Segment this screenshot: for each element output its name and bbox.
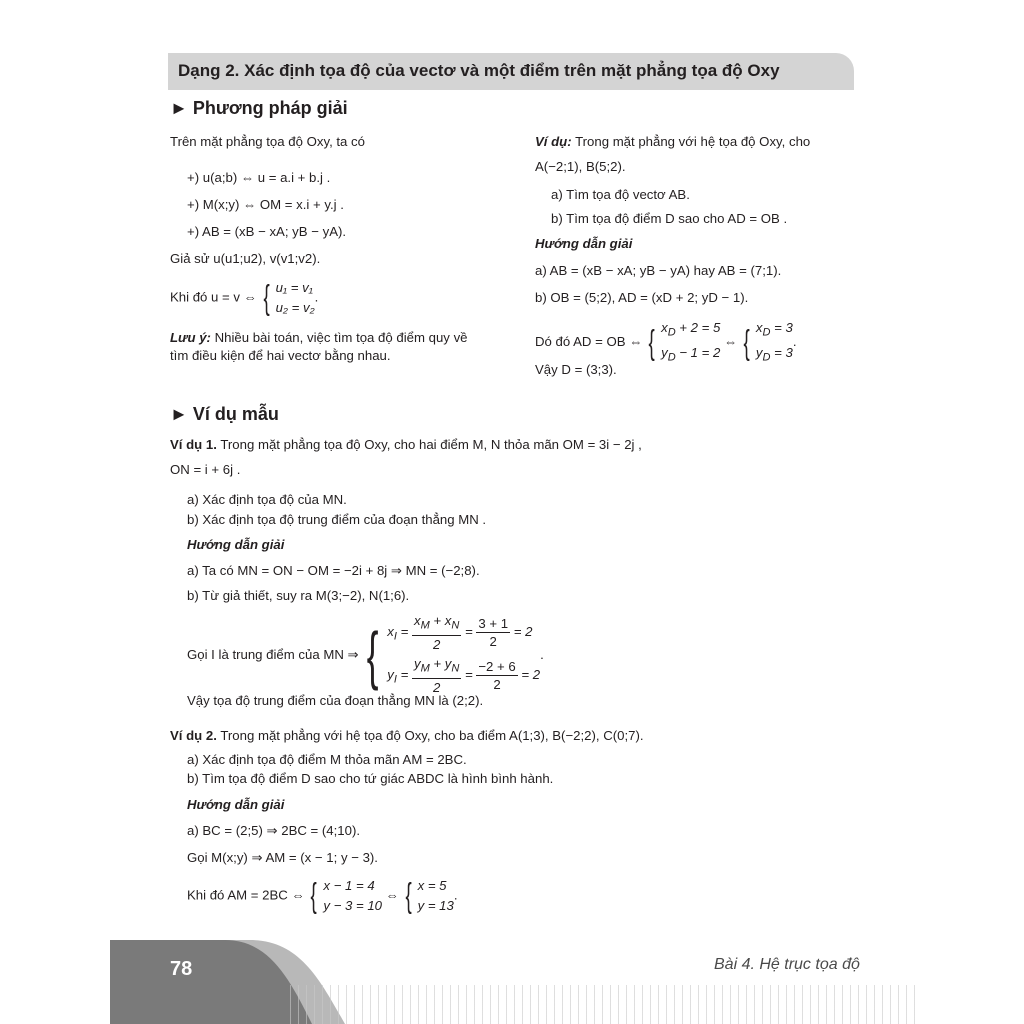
method-line-2: +) M(x;y) ⇔ OM = x.i + y.j .: [187, 197, 344, 212]
page-number: 78: [170, 958, 193, 980]
ex1-question-b: b) Xác định tọa độ trung điểm của đoạn thẳng MN .: [187, 512, 487, 527]
example-side-guide: Hướng dẫn giải: [535, 236, 633, 251]
note-text-1: Nhiều bài toán, việc tìm tọa độ điểm quy về: [214, 330, 468, 345]
equation-system: $x_I$ = $\frac{x_M + x_N}{2}$ = $\frac{3 + 1}{2}$ = 2 $y_I$ = $\frac{y_M + y_N}{2}$ = $\frac{-2 + 6}{2}$ = 2: [387, 613, 541, 696]
footer-title: Bài 4. Hệ trục tọa độ: [714, 956, 860, 973]
brace-icon: {: [310, 877, 318, 915]
ex1-text: Trong mặt phẳng tọa độ Oxy, cho hai điểm M, N thỏa mãn OM = 3i − 2j ,: [220, 437, 642, 452]
ex1-guide: Hướng dẫn giải: [187, 537, 285, 552]
ex1-solution-b: b) Từ giả thiết, suy ra M(3;−2), N(1;6).: [187, 588, 410, 603]
ex2-khi-do: Khi đó AM = 2BC ⇔: [187, 887, 305, 903]
example-side-do-do: Dó đó AD = OB ⇔: [535, 334, 643, 350]
ex2-statement: [170, 728, 644, 744]
method-suppose: Giả sử u(u1;u2), v(v1;v2).: [170, 251, 321, 266]
section-title-text: Phương pháp giải: [192, 98, 348, 118]
equation-system: $x_D + 2 = 5$ $y_D - 1 = 2$: [661, 320, 721, 364]
method-line-1: +) u(a;b) ⇔ u = a.i + b.j .: [187, 170, 331, 185]
note-label: Lưu ý:: [170, 330, 211, 345]
brace-icon: {: [743, 323, 750, 362]
method-when: Khi đó u = v ⇔ { u₁ = v₁ u₂ = v₂.: [170, 279, 319, 317]
ex2-guide: Hướng dẫn giải: [187, 797, 285, 812]
equation-system: $x_D = 3$ $y_D = 3$: [755, 320, 793, 364]
example-side-question-b: b) Tìm tọa độ điểm D sao cho AD = OB .: [551, 211, 788, 226]
example-side-solution-b: b) OB = (5;2), AD = (xD + 2; yD − 1).: [535, 290, 749, 305]
ex1-label: Ví dụ 1.: [170, 437, 217, 452]
ex2-solution-a: a) BC = (2;5) ⇒ 2BC = (4;10).: [187, 823, 361, 838]
equation-system: x − 1 = 4 y − 3 = 10: [323, 878, 383, 913]
ex2-label: Ví dụ 2.: [170, 728, 217, 743]
brace-icon: {: [648, 323, 655, 362]
ex1-statement: [170, 437, 642, 453]
example-side-system: Dó đó AD = OB ⇔ { $x_D + 2 = 5$ $y_D - 1 = 2$ ⇔ { $x_D = 3$ $y_D = 3$.: [535, 318, 797, 367]
equation-system: x = 5 y = 13: [417, 878, 454, 913]
section-title-examples: ► Ví dụ mẫu: [170, 404, 279, 424]
method-line-3: +) AB = (xB − xA; yB − yA).: [187, 224, 347, 239]
footer-grid: [290, 985, 915, 1024]
example-side-question-a: a) Tìm tọa độ vectơ AB.: [551, 187, 690, 202]
ex1-question-a: a) Xác định tọa độ của MN.: [187, 492, 347, 507]
method-intro: Trên mặt phẳng tọa độ Oxy, ta có: [170, 134, 365, 149]
method-when-text: Khi đó u = v ⇔: [170, 289, 257, 305]
example-side-solution-a: a) AB = (xB − xA; yB − yA) hay AB = (7;1).: [535, 263, 782, 278]
example-side-label: Ví dụ:: [535, 134, 572, 149]
equation-system: u₁ = v₁ u₂ = v₂: [275, 280, 315, 315]
section-title-text: Ví dụ mẫu: [192, 404, 279, 424]
ex1-solution-a: a) Ta có MN = ON − OM = −2i + 8j ⇒ MN = (−2;8).: [187, 563, 480, 578]
note: [170, 330, 468, 346]
brace-icon: {: [263, 279, 270, 317]
ex1-midpoint: Gọi I là trung điểm của MN ⇒ { $x_I$ = $\frac{x_M + x_N}{2}$ = $\frac{3 + 1}{2}$ = 2 $y_I$ = $\frac{y_M + y_N}{2}$ = $\frac{-2 + 6}{2}$ = 2.: [187, 612, 544, 699]
ex2-question-b: b) Tìm tọa độ điểm D sao cho tứ giác ABDC là hình bình hành.: [187, 771, 554, 786]
ex2-text: Trong mặt phẳng với hệ tọa độ Oxy, cho ba điểm A(1;3), B(−2;2), C(0;7).: [220, 728, 644, 743]
ex1-midpoint-text: Gọi I là trung điểm của MN ⇒: [187, 647, 359, 663]
ex2-solution-m: Gọi M(x;y) ⇒ AM = (x − 1; y − 3).: [187, 850, 378, 865]
brace-icon: {: [405, 877, 412, 915]
header-title: Dạng 2. Xác định tọa độ của vectơ và một điểm trên mặt phẳng tọa độ Oxy: [178, 61, 780, 80]
brace-icon: {: [367, 619, 379, 692]
example-side-intro: [535, 134, 810, 150]
example-side-text: Trong mặt phẳng với hệ tọa độ Oxy, cho: [575, 134, 811, 149]
ex2-question-a: a) Xác định tọa độ điểm M thỏa mãn AM = 2BC.: [187, 752, 467, 767]
section-title-method: ► Phương pháp giải: [170, 98, 348, 118]
example-side-points: A(−2;1), B(5;2).: [535, 159, 626, 174]
ex1-result: Vậy tọa độ trung điểm của đoạn thẳng MN là (2;2).: [187, 693, 484, 708]
ex2-system: Khi đó AM = 2BC ⇔ { x − 1 = 4 y − 3 = 10 ⇔ { x = 5 y = 13.: [187, 877, 458, 915]
example-side-result: Vậy D = (3;3).: [535, 362, 617, 377]
note-text-2: tìm điều kiện để hai vectơ bằng nhau.: [170, 348, 391, 363]
ex1-statement-2: ON = i + 6j .: [170, 462, 241, 477]
